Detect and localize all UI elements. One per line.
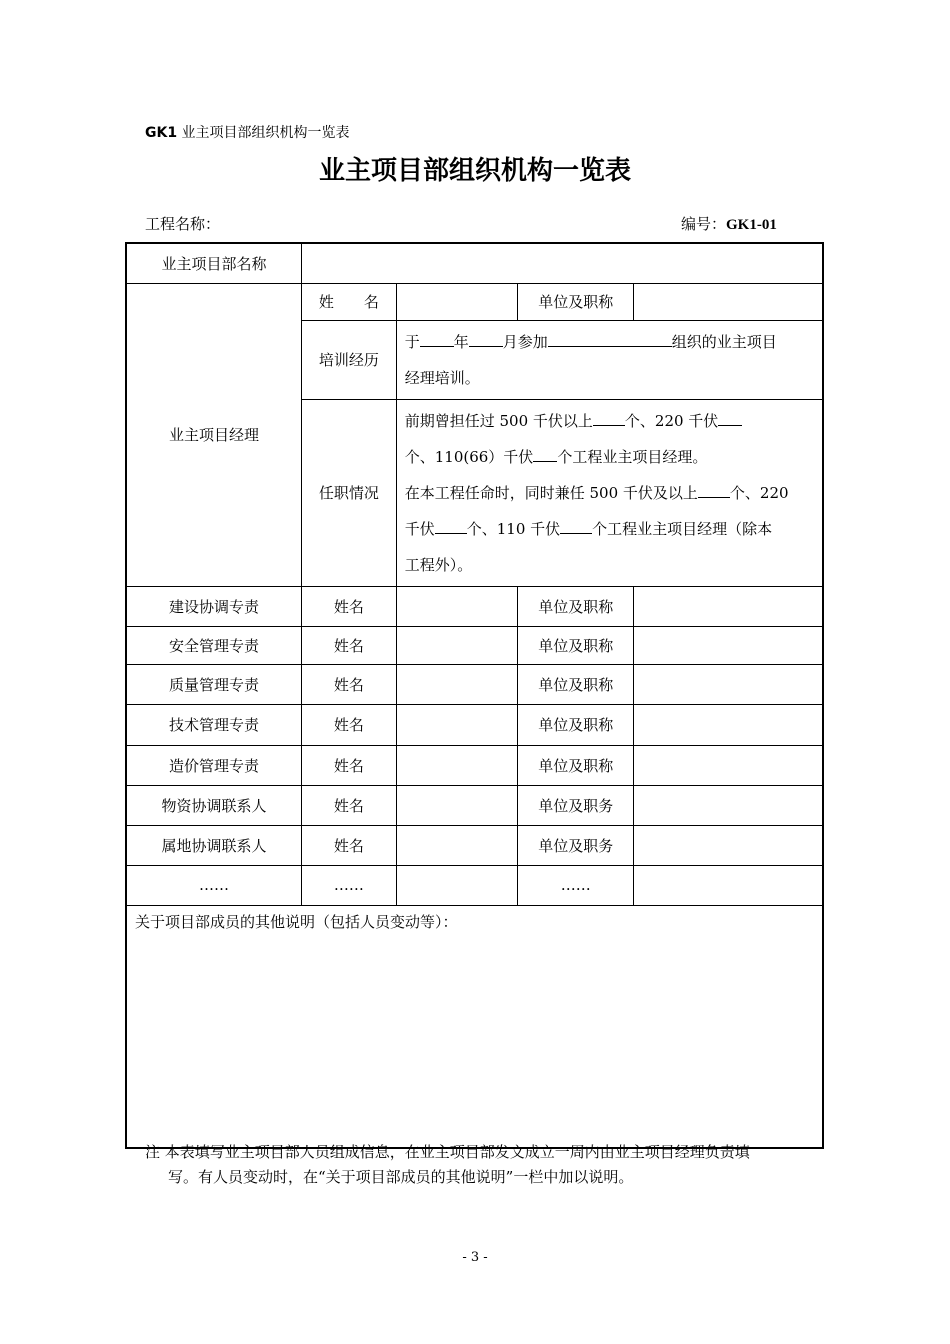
org-table — [125, 242, 824, 1149]
unit-value[interactable] — [634, 664, 823, 704]
footnote — [145, 1140, 825, 1190]
table-row — [126, 745, 823, 785]
unit-value[interactable] — [634, 704, 823, 745]
page-number: - 3 - — [462, 1250, 488, 1265]
role-label: 属地协调联系人 — [126, 825, 301, 865]
unit-label: 单位及职称 — [518, 745, 634, 785]
footnote-line-1: 注 本表填写业主项目部人员组成信息，在业主项目部发文成立一周内由业主项目经理负责填 — [145, 1143, 750, 1161]
empty-cell[interactable] — [634, 865, 823, 905]
page-title: 业主项目部组织机构一览表 — [318, 156, 631, 186]
ellipsis-cell: …… — [301, 865, 396, 905]
training-text[interactable]: 于 年 月参加 组织的业主项目 经理培训。 — [396, 320, 823, 399]
manager-unit-value[interactable] — [634, 283, 823, 320]
ellipsis-cell: …… — [126, 865, 301, 905]
unit-value[interactable] — [634, 626, 823, 664]
role-label: 造价管理专责 — [126, 745, 301, 785]
footnote-line-2: 写。有人员变动时，在“关于项目部成员的其他说明”一栏中加以说明。 — [168, 1168, 634, 1186]
table-row — [126, 704, 823, 745]
table-row — [126, 865, 823, 905]
unit-value[interactable] — [634, 745, 823, 785]
table-row — [126, 785, 823, 825]
name-value[interactable] — [396, 664, 518, 704]
name-label: 姓名 — [301, 785, 396, 825]
name-label: 姓名 — [301, 664, 396, 704]
empty-cell[interactable] — [396, 865, 518, 905]
manager-unit-label: 单位及职称 — [518, 283, 634, 320]
unit-label: 单位及职务 — [518, 825, 634, 865]
other-notes-cell[interactable] — [126, 905, 823, 1148]
form-number: 编号：GK1-01 — [681, 215, 777, 233]
dept-name-label: 业主项目部名称 — [126, 243, 301, 283]
manager-name-label: 姓 名 — [301, 283, 396, 320]
manager-label: 业主项目经理 — [126, 283, 301, 586]
table-row — [126, 664, 823, 704]
unit-value[interactable] — [634, 785, 823, 825]
name-label: 姓名 — [301, 586, 396, 626]
name-label: 姓名 — [301, 704, 396, 745]
name-value[interactable] — [396, 745, 518, 785]
manager-name-value[interactable] — [396, 283, 518, 320]
unit-label: 单位及职称 — [518, 586, 634, 626]
unit-label: 单位及职称 — [518, 704, 634, 745]
name-value[interactable] — [396, 704, 518, 745]
name-label: 姓名 — [301, 626, 396, 664]
form-code: GK1 业主项目部组织机构一览表 — [145, 125, 350, 141]
unit-label: 单位及职务 — [518, 785, 634, 825]
role-label: 技术管理专责 — [126, 704, 301, 745]
name-value[interactable] — [396, 586, 518, 626]
unit-value[interactable] — [634, 825, 823, 865]
table-row — [126, 586, 823, 626]
project-name-label: 工程名称： — [145, 215, 221, 233]
table-row — [126, 825, 823, 865]
duty-text[interactable]: 前期曾担任过 500 千伏以上 个、220 千伏 个、110(66）千伏 个工程业主项目经理。 在本工程任命时，同时兼任 500 千伏及以上 个、220 千伏 个、110 千伏 个工程业主项目经理（除本 工程外）。 — [396, 399, 823, 586]
unit-label: 单位及职称 — [518, 664, 634, 704]
ellipsis-cell: …… — [518, 865, 634, 905]
role-label: 物资协调联系人 — [126, 785, 301, 825]
unit-label: 单位及职称 — [518, 626, 634, 664]
role-label: 质量管理专责 — [126, 664, 301, 704]
name-value[interactable] — [396, 825, 518, 865]
training-label: 培训经历 — [301, 320, 396, 399]
name-value[interactable] — [396, 785, 518, 825]
unit-value[interactable] — [634, 586, 823, 626]
role-label: 安全管理专责 — [126, 626, 301, 664]
name-label: 姓名 — [301, 745, 396, 785]
name-label: 姓名 — [301, 825, 396, 865]
other-notes-label: 关于项目部成员的其他说明（包括人员变动等）： — [135, 912, 458, 931]
table-row — [126, 626, 823, 664]
duty-label: 任职情况 — [301, 399, 396, 586]
dept-name-value[interactable] — [301, 243, 823, 283]
name-value[interactable] — [396, 626, 518, 664]
role-label: 建设协调专责 — [126, 586, 301, 626]
